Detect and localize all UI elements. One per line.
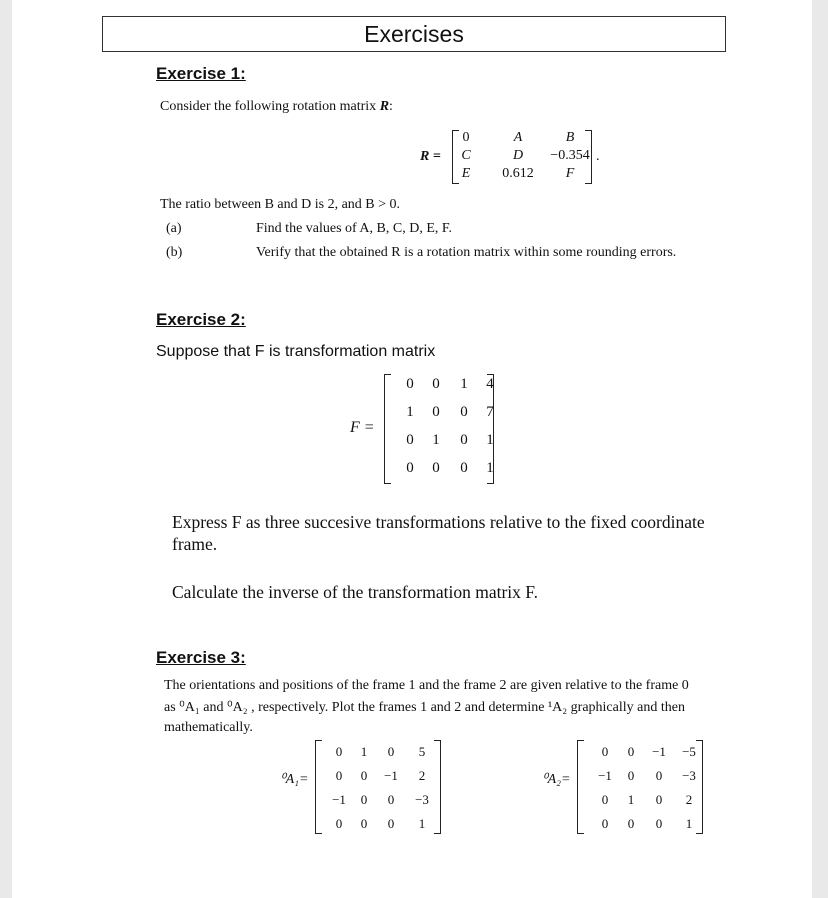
exercise-3-line2: as ⁰A₁ and ⁰A₂ , respectively. Plot the frames 1 and 2 and determine ¹A₂ graphically and then [164,700,685,715]
exercise-3-line3: mathematically. [164,720,253,735]
r-matrix-label [420,149,441,165]
left-bracket [577,740,584,834]
left-bracket [315,740,322,834]
a2-matrix-label: ⁰A₂= [542,772,571,787]
right-bracket [434,740,441,834]
title-box [102,16,726,52]
r-label-text: R = [420,149,441,164]
intro-colon: : [389,99,393,114]
r-matrix: 0 A B C D −0.354 E 0.612 F [452,130,592,184]
page-title: Exercises [364,21,464,47]
part-a-label: (a) [166,221,182,236]
exercise-2-heading: Exercise 2: [156,310,246,329]
left-bracket [452,130,459,184]
ratio-statement: The ratio between B and D is 2, and B > 0. [160,197,401,212]
a2-matrix: 0 0 −1 −5 −1 0 0 −3 0 1 0 2 0 0 0 1 [577,740,703,834]
a1-matrix: 0 1 0 5 0 0 −1 2 −1 0 0 −3 0 0 0 1 [315,740,441,834]
exercise-3-heading: Exercise 3: [156,648,246,667]
f-matrix-label: F = [350,419,375,436]
f-matrix: 0 0 1 4 1 0 0 7 0 1 0 1 0 0 0 1 [384,374,494,484]
exercise-2-intro: Suppose that F is transformation matrix [156,343,436,360]
part-b-label: (b) [166,245,183,260]
task-inverse: Calculate the inverse of the transformation matrix F. [172,582,538,602]
intro-var: R [379,99,390,114]
part-a-text: Find the values of A, B, C, D, E, F. [256,221,453,236]
left-bracket [384,374,391,484]
right-bracket [696,740,703,834]
task-express-line2: frame. [172,534,218,554]
exercise-1-heading: Exercise 1: [156,64,246,83]
document-page [12,0,812,898]
exercise-3-line1: The orientations and positions of the frame 1 and the frame 2 are given relative to the frame 0 [164,678,689,693]
a1-matrix-label: ⁰A₁= [280,772,309,787]
intro-text: Consider the following rotation matrix [160,99,380,114]
exercise-1-intro [160,99,393,115]
task-express-line1: Express F as three succesive transformations relative to the fixed coordinate [172,512,705,532]
part-b-text: Verify that the obtained R is a rotation matrix within some rounding errors. [256,245,677,260]
r-matrix-period: . [596,149,600,164]
